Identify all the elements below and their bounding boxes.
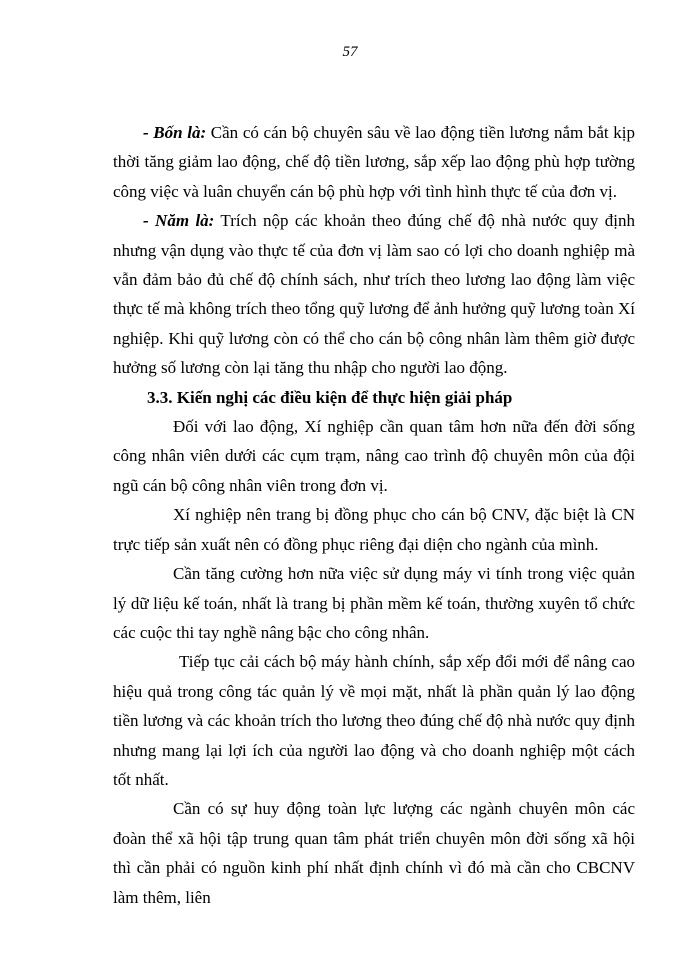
document-body [113,118,635,912]
point-label: - Năm là: [143,211,215,231]
point-bon-la [113,118,635,206]
paragraph: Xí nghiệp nên trang bị đồng phục cho cán bộ CNV, đặc biệt là CN trực tiếp sản xuất nên có đồng phục riêng đại diện cho ngành của mình. [113,505,635,554]
paragraph: Đối với lao động, Xí nghiệp cần quan tâm hơn nữa đến đời sống công nhân viên dưới các cụm trạm, nâng cao trình độ chuyên môn của đội ngũ cán bộ công nhân viên trong đơn vị. [113,417,635,495]
point-text: Cần có cán bộ chuyên sâu về lao động tiền lương nắm bắt kịp thời tăng giảm lao động, chế độ tiền lương, sắp xếp lao động phù hợp tường công việc và luân chuyển cán bộ phù hợp với tình hình thực tế của đơn vị. [113,123,635,201]
point-label: - Bốn là: [143,123,207,142]
paragraph: Cần có sự huy động toàn lực lượng các ngành chuyên môn các đoàn thể xã hội tập trung quan tâm phát triển chuyên môn đời sống xã hội thì cần phải có nguồn kinh phí nhất định chính vì đó mà cần cho CBCNV làm thêm, liên [113,799,635,907]
paragraph: Tiếp tục cải cách bộ máy hành chính, sắp xếp đổi mới để nâng cao hiệu quả trong công tác quản lý về mọi mặt, nhất là phần quản lý lao động tiền lương và các khoản trích tho lương theo đúng chế độ nhà nước quy định nhưng mang lại lợi ích của người lao động và cho doanh nghiệp một cách tốt nhất. [113,652,635,789]
paragraph: Cần tăng cường hơn nữa việc sử dụng máy vi tính trong việc quản lý dữ liệu kế toán, nhất là trang bị phần mềm kế toán, thường xuyên tổ chức các cuộc thi tay nghề nâng bậc cho công nhân. [113,564,635,642]
point-text: Trích nộp các khoản theo đúng chế độ nhà nước quy định nhưng vận dụng vào thực tế của đơn vị làm sao có lợi cho doanh nghiệp mà vẫn đảm bảo đủ chế độ chính sách, như trích theo lương lao động làm việc thực tế mà không trích theo tổng quỹ lương để ảnh hưởng quỹ lương toàn Xí nghiệp. Khi quỹ lương còn có thể cho cán bộ công nhân làm thêm giờ được hưởng số lương còn lại tăng thu nhập cho người lao động. [113,211,636,378]
page-number: 57 [342,44,358,60]
point-nam-la [113,206,635,382]
section-heading: 3.3. Kiến nghị các điều kiện để thực hiện giải pháp [147,387,513,407]
